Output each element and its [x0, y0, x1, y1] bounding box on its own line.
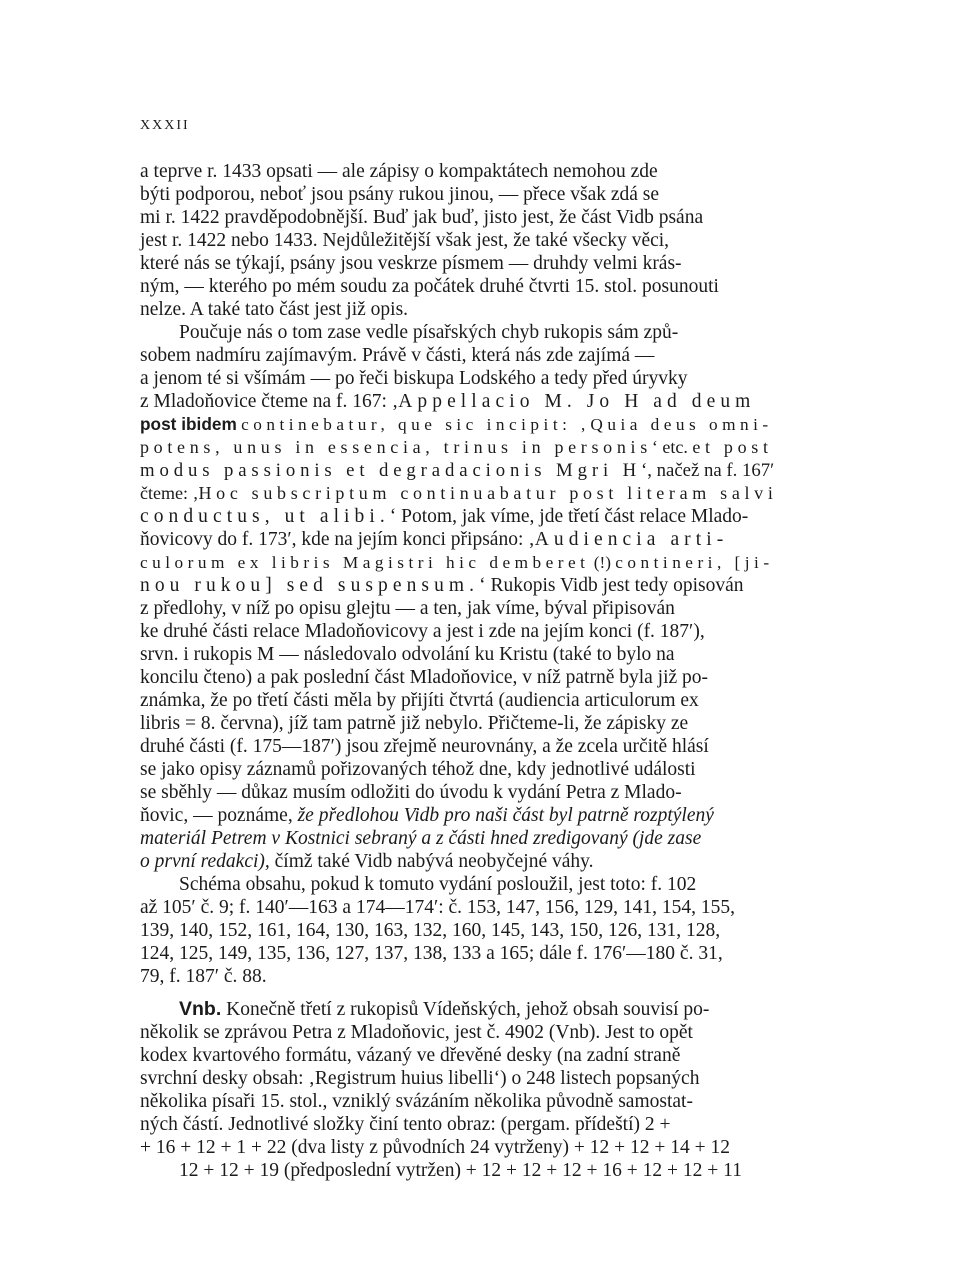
text-segment: modus passionis et degradacionis Mgri H: [140, 460, 642, 481]
text-segment: 12 + 12 + 19 (předposlední vytržen) + 12 + 12 + 12 + 16 + 12 + 12 + 11: [140, 1160, 742, 1181]
text-segment: Konečně třetí z rukopisů Vídeňských, jehož obsah souvisí po-: [221, 999, 710, 1020]
text-segment: druhé části (f. 175—187′) jsou zřejmě neurovnány, a že zcela určitě hlásí: [140, 736, 709, 757]
text-segment: culorum ex libris Magistri hic demberet: [140, 553, 590, 572]
page-number: XXXII: [140, 118, 190, 133]
text-line: [140, 482, 780, 505]
text-line: [140, 919, 780, 942]
text-segment: ných částí. Jednotlivé složky činí tento obraz: (pergam. přídeští) 2 +: [140, 1114, 671, 1135]
text-segment: 139, 140, 152, 161, 164, 130, 163, 132, 160, 145, 143, 150, 126, 131, 128,: [140, 920, 721, 941]
text-segment: několik se zprávou Petra z Mladoňovic, jest č. 4902 (Vnb). Jest to opět: [140, 1022, 693, 1043]
text-segment: ‘ Rukopis Vidb jest tedy opisován: [479, 575, 744, 596]
text-segment: z předlohy, v níž po opisu glejtu — a ten, jak víme, býval připisován: [140, 598, 675, 619]
text-line: [140, 1113, 780, 1136]
text-segment: známka, že po třetí části měla by přijíti čtvrtá (audiencia articulorum ex: [140, 690, 699, 711]
text-segment: 124, 125, 149, 135, 136, 127, 137, 138, 133 a 165; dále f. 176′—180 č. 31,: [140, 943, 723, 964]
text-line: [140, 827, 780, 850]
text-segment: ňovicovy do f. 173′, kde na jejím konci připsáno: ‚: [140, 529, 535, 550]
text-segment: post ibidem: [140, 414, 237, 434]
text-line: [140, 413, 780, 436]
text-segment: conductus, ut alibi.: [140, 506, 390, 527]
text-segment: ‘ Potom, jak víme, jde třetí část relace Mlado-: [389, 506, 749, 527]
text-segment: že předlohou Vidb pro naši část byl patrně rozptýlený: [297, 805, 714, 826]
text-line: [140, 781, 780, 804]
text-line: [140, 666, 780, 689]
text-segment: et post: [692, 437, 773, 457]
text-segment: + 16 + 12 + 1 + 22 (dva listy z původních 24 vytrženy) + 12 + 12 + 14 + 12: [140, 1137, 731, 1158]
text-line: [140, 252, 780, 275]
text-segment: nelze. A také tato část jest již opis.: [140, 299, 409, 320]
text-line: [140, 1067, 780, 1090]
text-segment: ňovic, — poznáme,: [140, 805, 298, 826]
text-segment: ‘ etc.: [651, 437, 693, 457]
text-segment: se jako opisy záznamů pořizovaných téhož dne, kdy jednotlivé události: [140, 759, 696, 780]
text-line: [140, 804, 780, 827]
text-line: [140, 1136, 780, 1159]
text-line: [140, 597, 780, 620]
text-segment: (!): [589, 553, 616, 572]
text-line: [140, 160, 780, 183]
text-segment: čteme: ‚: [140, 483, 199, 503]
text-segment: continebatur, que sic incipit: ‚Quia deus omni-: [241, 415, 773, 434]
text-segment: Poučuje nás o tom zase vedle písařských chyb rukopis sám způ-: [140, 322, 679, 343]
text-segment: srvn. i rukopis M — následovalo odvolání ku Kristu (také to bylo na: [140, 644, 675, 665]
text-segment: svrchní desky obsah: ‚Registrum huius libelli‘) o 248 listech popsaných: [140, 1068, 700, 1089]
text-segment: čímž také Vidb nabývá neobyčejné váhy.: [269, 851, 594, 872]
text-line: [140, 206, 780, 229]
text-line: [140, 298, 780, 321]
text-line: [140, 551, 780, 574]
text-segment: ke druhé části relace Mladoňovicovy a jest i zde na jejím konci (f. 187′),: [140, 621, 705, 642]
text-segment: o první redakci),: [140, 851, 270, 872]
text-line: [140, 1090, 780, 1113]
text-segment: nou rukou] sed suspensum.: [140, 575, 480, 596]
text-segment: [140, 999, 179, 1020]
text-line: [140, 229, 780, 252]
text-segment: mi r. 1422 pravděpodobnější. Buď jak buď, jisto jest, že část Vidb psána: [140, 207, 704, 228]
text-line: [140, 873, 780, 896]
text-line: [140, 275, 780, 298]
text-line: [140, 344, 780, 367]
text-segment: potens, unus in essencia, trinus in personis: [140, 437, 652, 457]
text-line: [140, 643, 780, 666]
text-line: [140, 1159, 780, 1182]
text-segment: až 105′ č. 9; f. 140′—163 a 174—174′: č. 153, 147, 156, 129, 141, 154, 155,: [140, 897, 736, 918]
text-segment: Audiencia arti-: [534, 529, 729, 550]
text-line: [140, 436, 780, 459]
text-segment: libris = 8. června), jíž tam patrně již nebylo. Přičteme-li, že zápisky ze: [140, 713, 689, 734]
text-line: [140, 505, 780, 528]
text-line: [140, 390, 780, 413]
text-line: [140, 896, 780, 919]
text-line: [140, 620, 780, 643]
text-segment: sobem nadmíru zajímavým. Právě v části, která nás zde zajímá —: [140, 345, 655, 366]
text-line: [140, 1044, 780, 1067]
text-line: [140, 942, 780, 965]
text-segment: 79, f. 187′ č. 88.: [140, 966, 267, 987]
text-segment: a jenom té si všímám — po řeči biskupa Lodského a tedy před úryvky: [140, 368, 688, 389]
text-line: [140, 321, 780, 344]
body-text: [140, 160, 780, 1182]
text-line: [140, 712, 780, 735]
text-segment: ným, — kterého po mém soudu za počátek druhé čtvrti 15. stol. posunouti: [140, 276, 719, 297]
text-segment: contineri, [ji-: [615, 553, 774, 572]
text-line: [140, 1021, 780, 1044]
text-segment: Appellacio M. Jo H ad deum: [398, 391, 756, 412]
text-segment: jest r. 1422 nebo 1433. Nejdůležitější však jest, že také všecky věci,: [140, 230, 670, 251]
text-line: [140, 758, 780, 781]
text-line: [140, 528, 780, 551]
text-segment: několika písaři 15. stol., vzniklý svázáním několika původně samostat-: [140, 1091, 693, 1112]
text-line: [140, 574, 780, 597]
text-segment: ‘, načež na f. 167′: [641, 460, 775, 481]
text-segment: koncilu čteno) a pak poslední část Mladoňovice, v níž patrně byla již po-: [140, 667, 709, 688]
text-line: [140, 965, 780, 988]
text-line: [140, 850, 780, 873]
text-segment: které nás se týkají, psány jsou veskrze písmem — druhdy velmi krás-: [140, 253, 682, 274]
text-line: [140, 367, 780, 390]
text-segment: Schéma obsahu, pokud k tomuto vydání posloužil, jest toto: f. 102: [140, 874, 697, 895]
text-line: [140, 183, 780, 206]
text-line: [140, 459, 780, 482]
text-segment: z Mladoňovice čteme na f. 167: ‚: [140, 391, 399, 412]
text-line: [140, 689, 780, 712]
text-line: [140, 998, 780, 1021]
text-line: [140, 735, 780, 758]
text-segment: se sběhly — důkaz musím odložiti do úvodu k vydání Petra z Mlado-: [140, 782, 682, 803]
text-segment: kodex kvartového formátu, vázaný ve dřevěné desky (na zadní straně: [140, 1045, 681, 1066]
text-segment: Hoc subscriptum continuabatur post literam salvi: [198, 483, 778, 503]
text-segment: Vnb.: [179, 998, 222, 1020]
text-segment: a teprve r. 1433 opsati — ale zápisy o kompaktátech nemohou zde: [140, 161, 658, 182]
text-segment: býti podporou, neboť jsou psány rukou jinou, — přece však zdá se: [140, 184, 660, 205]
text-segment: materiál Petrem v Kostnici sebraný a z části hned zredigovaný (jde zase: [140, 828, 702, 849]
